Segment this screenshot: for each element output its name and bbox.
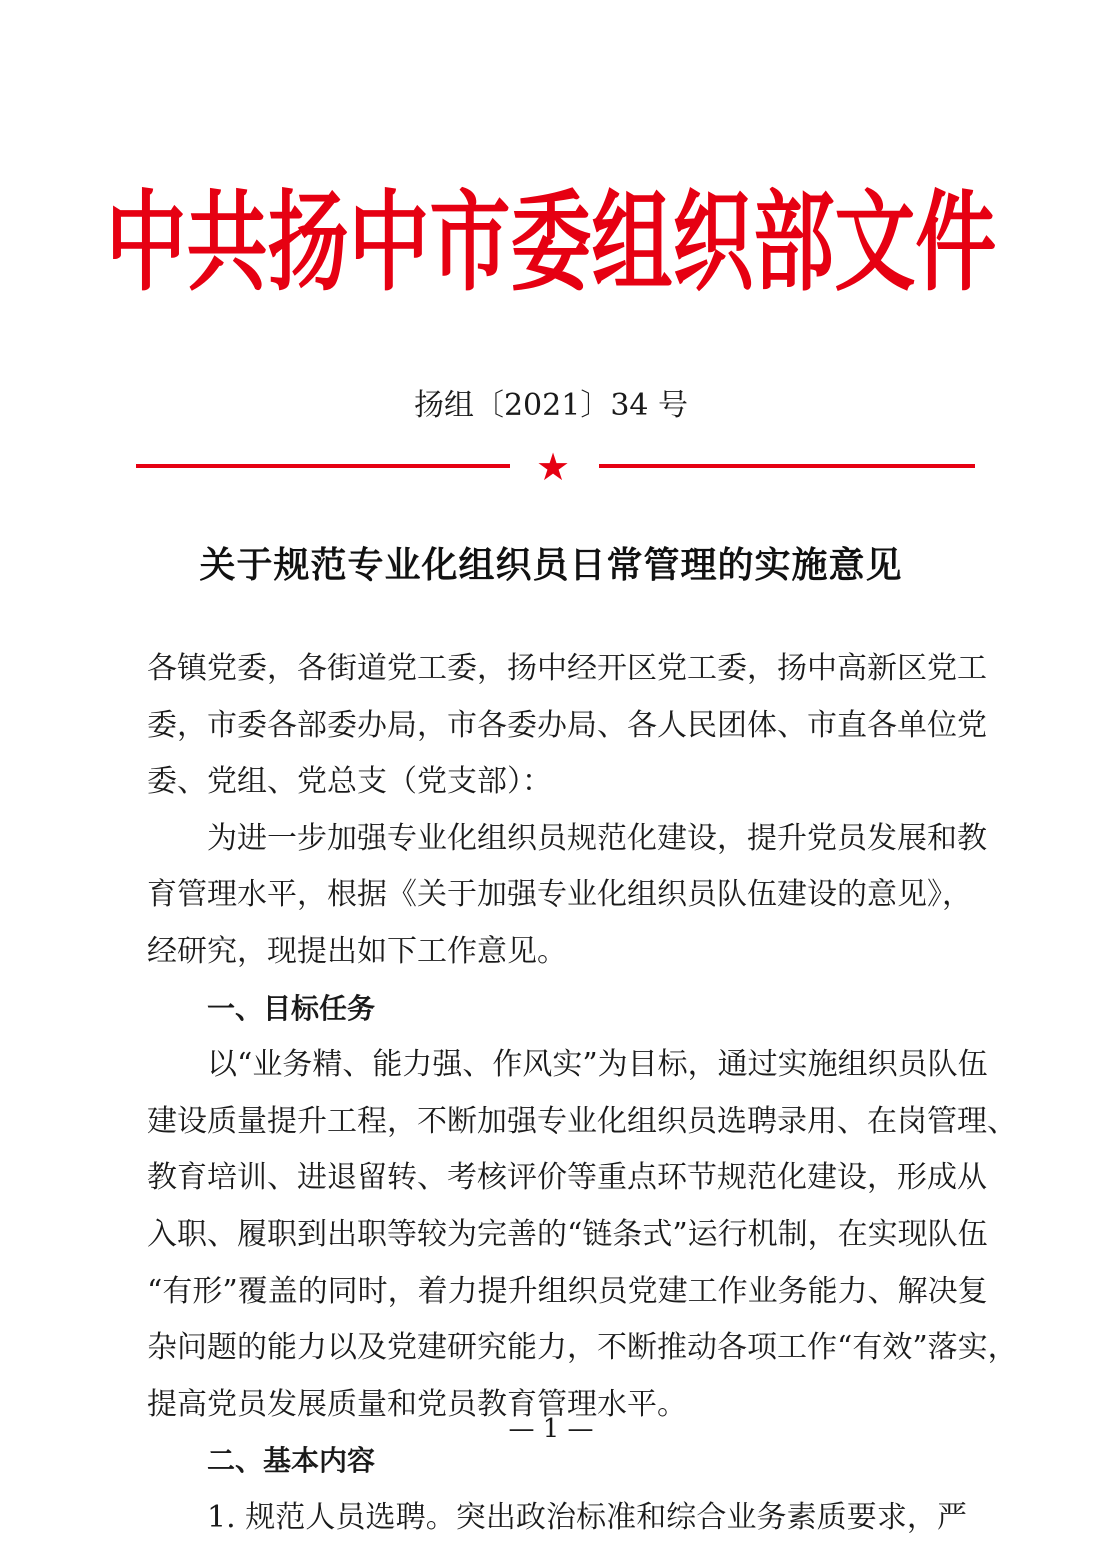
body-line: 1. 规范人员选聘。突出政治标准和综合业务素质要求，严 <box>207 1499 967 1535</box>
body-line: 提高党员发展质量和党员教育管理水平。 <box>147 1386 687 1422</box>
red-divider-right <box>599 464 975 468</box>
body-line: 经研究，现提出如下工作意见。 <box>147 933 567 969</box>
body-line: 教育培训、进退留转、考核评价等重点环节规范化建设，形成从 <box>147 1160 987 1196</box>
body-line: “有形”覆盖的同时，着力提升组织员党建工作业务能力、解决复 <box>147 1273 988 1309</box>
body-line: 入职、履职到出职等较为完善的“链条式”运行机制，在实现队伍 <box>147 1216 988 1252</box>
body-line: 杂问题的能力以及党建研究能力，不断推动各项工作“有效”落实， <box>147 1330 1018 1366</box>
document-number: 扬组〔2021〕34 号 <box>413 388 689 423</box>
document-header-title: 中共扬中市委组织部文件 <box>105 179 997 307</box>
body-line: 育管理水平，根据《关于加强专业化组织员队伍建设的意见》， <box>147 877 972 913</box>
section-heading: 一、目标任务 <box>207 991 376 1025</box>
body-line: 各镇党委，各街道党工委，扬中经开区党工委，扬中高新区党工 <box>147 651 987 686</box>
body-line: 委，市委各部委办局，市各委办局、各人民团体、市直各单位党 <box>147 707 987 743</box>
star-icon: ★ <box>535 445 571 489</box>
page-number: — 1 — <box>508 1414 594 1444</box>
body-line: 以“业务精、能力强、作风实”为目标，通过实施组织员队伍 <box>207 1047 988 1083</box>
document-body <box>147 641 1018 1547</box>
section-heading: 二、基本内容 <box>207 1444 376 1478</box>
body-line: 为进一步加强专业化组织员规范化建设，提升党员发展和教 <box>207 820 987 856</box>
document-title: 关于规范专业化组织员日常管理的实施意见 <box>199 544 903 586</box>
body-line: 建设质量提升工程，不断加强专业化组织员选聘录用、在岗管理、 <box>147 1103 1017 1139</box>
red-divider-left <box>136 464 510 468</box>
body-line: 委、党组、党总支（党支部）： <box>147 764 552 800</box>
